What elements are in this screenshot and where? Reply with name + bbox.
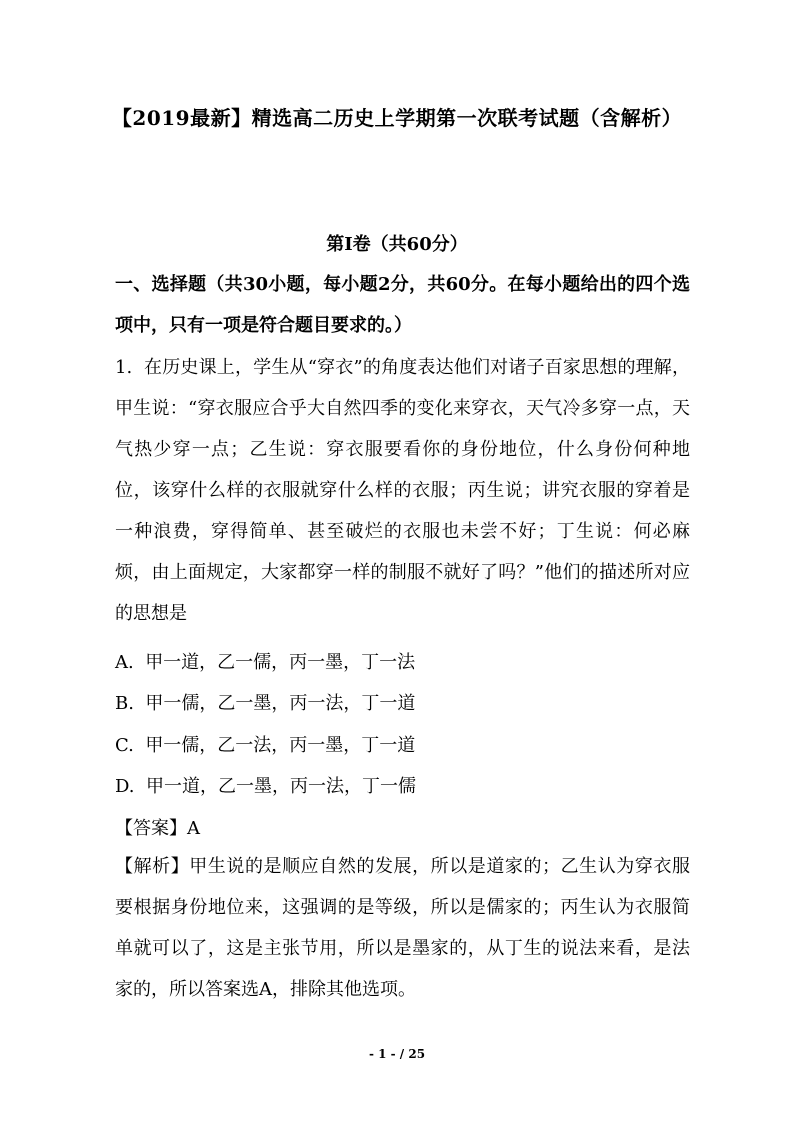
- option-b: [115, 689, 415, 715]
- question-text: 在历史课上，学生从“穿衣”的角度表达他们对诸子百家思想的理解，甲生说：“穿衣服应合乎大自然四季的变化来穿衣，天气冷多穿一点，天气热少穿一点；乙生说：穿衣服要看你的身份地位，什么身份何种地位，该穿什么样的衣服就穿什么样的衣服；丙生说；讲究衣服的穿着是一种浪费，穿得简单、甚至破烂的衣服也未尝不好；丁生说：何必麻烦，由上面规定，大家都穿一样的制服不就好了吗？”他们的描述所对应的思想是: [115, 357, 690, 624]
- option-text: 甲一儒，乙一墨，丙一法，丁一道: [145, 693, 416, 714]
- answer-value: A: [187, 818, 200, 839]
- section-title: 第Ⅰ卷（共60分）: [326, 234, 468, 255]
- analysis-label: 【解析】: [115, 856, 190, 877]
- option-d: [115, 772, 416, 798]
- question-number: 1.: [115, 357, 133, 378]
- option-label: B.: [115, 693, 134, 714]
- document-title: 【2019最新】精选高二历史上学期第一次联考试题（含解析）: [111, 106, 683, 130]
- option-a: [115, 648, 415, 674]
- option-c: [115, 731, 415, 757]
- question-1: [115, 347, 690, 634]
- option-label: D.: [115, 776, 135, 797]
- answer-label: 【答案】: [115, 818, 187, 839]
- option-label: C.: [115, 735, 134, 756]
- option-text: 甲一道，乙一儒，丙一墨，丁一法: [145, 652, 416, 673]
- option-label: A.: [115, 652, 134, 673]
- answer: [115, 814, 200, 840]
- option-text: 甲一道，乙一墨，丙一法，丁一儒: [145, 776, 416, 797]
- page-number: - 1 - / 25: [368, 1047, 426, 1061]
- analysis-text: 甲生说的是顺应自然的发展，所以是道家的；乙生认为穿衣服要根据身份地位来，这强调的是等级，所以是儒家的；丙生认为衣服简单就可以了，这是主张节用，所以是墨家的，从丁生的说法来看，是法家的，所以答案选A，排除其他选项。: [115, 856, 691, 1000]
- analysis: [115, 846, 690, 1010]
- option-text: 甲一儒，乙一法，丙一墨，丁一道: [145, 735, 416, 756]
- section-instructions: 一、选择题（共30小题，每小题2分，共60分。在每小题给出的四个选项中，只有一项是符合题目要求的。）: [115, 274, 690, 336]
